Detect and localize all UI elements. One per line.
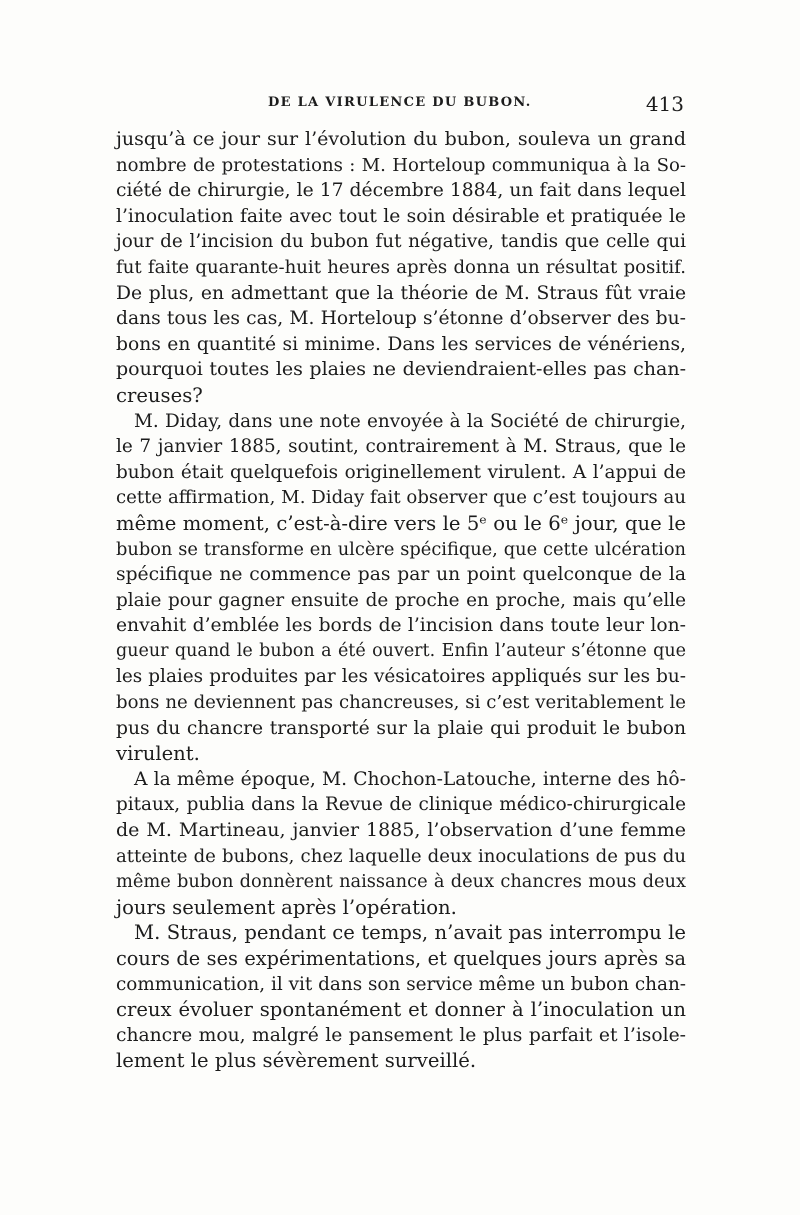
text-line: De plus, en admettant que la théorie de M. Straus fût vraie [116, 282, 686, 304]
text-line: bons en quantité si minime. Dans les services de vénériens, [116, 333, 686, 355]
paragraph-4 [116, 920, 686, 1074]
text-line: pus du chancre transporté sur la plaie qui produit le bubon [116, 717, 686, 739]
text-line: cours de ses expérimentations, et quelques jours après sa [116, 947, 686, 970]
text-line: jour de l’incision du bubon fut négative, tandis que celle qui [116, 231, 686, 253]
page-number: 413 [645, 92, 684, 116]
text-line: jusqu’à ce jour sur l’évolution du bubon, souleva un grand [116, 128, 686, 150]
text-line: gueur quand le bubon a été ouvert. Enfin l’auteur s’étonne que [116, 640, 686, 661]
text-line: bubon se transforme en ulcère spécifique, que cette ulcération [116, 538, 686, 560]
text-line: les plaies produites par les vésicatoires appliqués sur les bu- [116, 666, 686, 688]
text-line: bubon était quelquefois originellement virulent. A l’appui de [116, 461, 686, 483]
text-line: même bubon donnèrent naissance à deux chancres mous deux [116, 871, 686, 893]
text-line: virulent. [116, 742, 200, 766]
text-line: cette affirmation, M. Diday fait observer que c’est toujours au [116, 487, 686, 509]
text-line: creuses? [116, 383, 203, 407]
text-line: atteinte de bubons, chez laquelle deux inoculations de pus du [116, 845, 686, 867]
text-line: spécifique ne commence pas par un point quelconque de la [116, 564, 686, 586]
text-line: M. Diday, dans une note envoyée à la Société de chirurgie, [134, 410, 686, 432]
body-text [116, 127, 686, 1074]
text-line: le 7 janvier 1885, soutint, contrairement à M. Straus, que le [116, 436, 686, 458]
text-line: de M. Martineau, janvier 1885, l’observation d’une femme [116, 819, 686, 842]
text-line: jours seulement après l’opération. [116, 895, 457, 919]
text-line: envahit d’emblée les bords de l’incision dans toute leur lon- [116, 615, 686, 637]
text-line: bons ne deviennent pas chancreuses, si c’est veritablement le [116, 692, 686, 714]
text-line: l’inoculation faite avec tout le soin désirable et pratiquée le [116, 205, 686, 227]
text-line: pourquoi toutes les plaies ne deviendraient-elles pas chan- [116, 358, 686, 381]
paragraph-1 [116, 127, 686, 409]
text-line: plaie pour gagner ensuite de proche en proche, mais qu’elle [116, 589, 686, 611]
text-line: dans tous les cas, M. Horteloup s’étonne d’observer des bu- [116, 308, 686, 330]
text-line: M. Straus, pendant ce temps, n’avait pas interrompu le [134, 921, 686, 945]
text-line: fut faite quarante-huit heures après donna un résultat positif. [116, 256, 686, 278]
text-line: même moment, c’est-à-dire vers le 5ᵉ ou le 6ᵉ jour, que le [116, 511, 686, 535]
text-line: A la même époque, M. Chochon-Latouche, interne des hô- [134, 768, 686, 790]
text-line: nombre de protestations : M. Horteloup communiqua à la So- [116, 154, 686, 176]
text-line: pitaux, publia dans la Revue de clinique médico-chirurgicale [116, 794, 686, 816]
paragraph-3 [116, 767, 686, 921]
paragraph-2 [116, 409, 686, 767]
text-line: lement le plus sévèrement surveillé. [116, 1049, 477, 1073]
text-line: chancre mou, malgré le pansement le plus parfait et l’isole- [116, 1024, 686, 1046]
running-title: DE LA VIRULENCE DU BUBON. [268, 95, 532, 110]
text-line: ciété de chirurgie, le 17 décembre 1884, un fait dans lequel [116, 180, 686, 202]
running-head [114, 92, 684, 121]
text-line: communication, il vit dans son service même un bubon chan- [116, 973, 686, 995]
text-line: creux évoluer spontanément et donner à l’inoculation un [116, 998, 686, 1022]
